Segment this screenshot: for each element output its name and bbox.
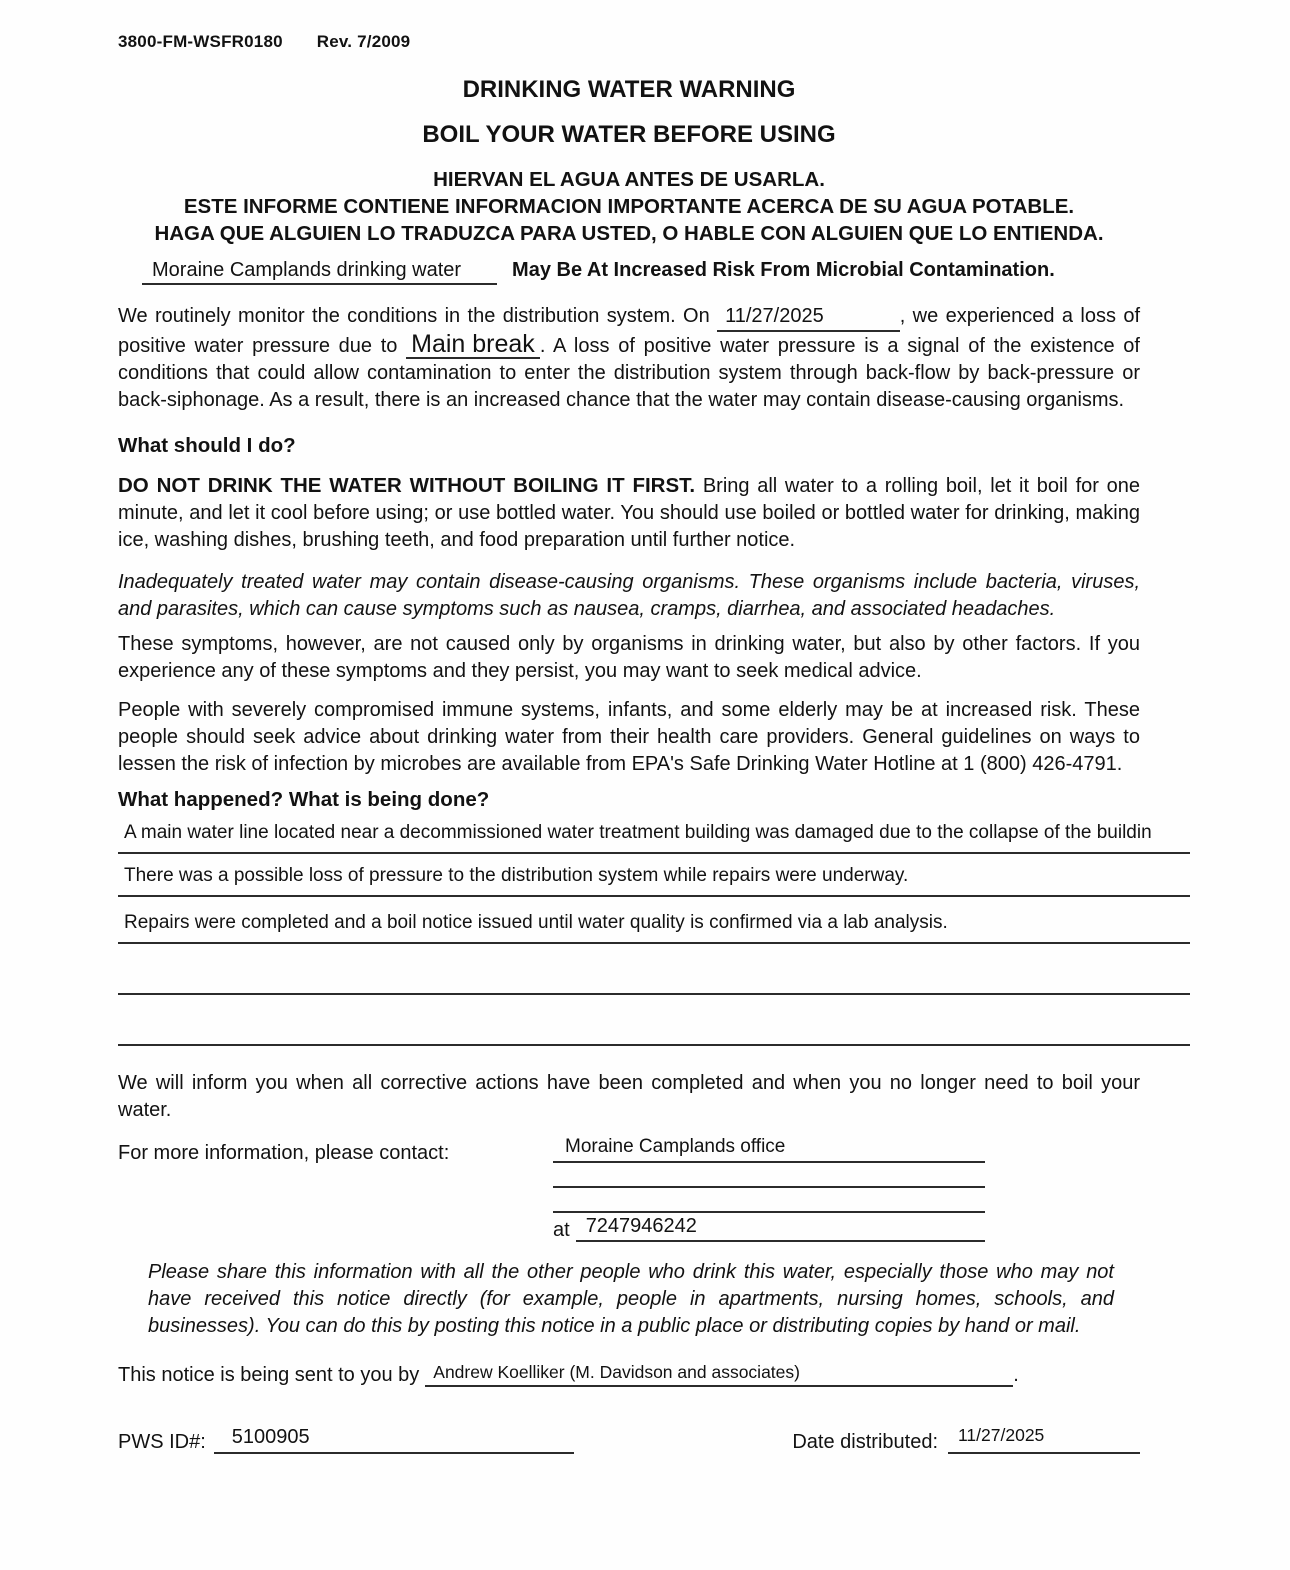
intro-text-after-cause: . A loss of positive water pressure is a signal of the existence of conditions that could allow contamination to enter the distribution system through back-flow by back-pressure or back-siphonage. As a result, there is an increased chance that the water may contain disease-causing organisms.: [118, 335, 1140, 411]
contact-block: [118, 1136, 1140, 1242]
contact-fill-column: [553, 1136, 985, 1242]
date-distributed-field: 11/27/2025: [948, 1425, 1140, 1454]
page-title: DRINKING WATER WARNING: [462, 76, 796, 103]
heading-what-should-i-do: What should I do?: [118, 434, 296, 457]
what-happened-fill-lines: [118, 821, 1190, 1046]
intro-text-before-date: We routinely monitor the conditions in the distribution system. On: [118, 305, 718, 327]
do-not-drink-paragraph: [118, 472, 1140, 554]
share-note-paragraph: Please share this information with all the other people who drink this water, especially those who may not have received this notice directly (for example, people in apartments, nursing homes, schools, and businesses). You can do this by posting this notice in a public place or distributing copies by hand or mail.: [148, 1261, 1114, 1337]
event-date-field: 11/27/2025: [717, 303, 900, 332]
sent-by-period: .: [1013, 1364, 1019, 1386]
pws-id-field: 5100905: [214, 1426, 574, 1454]
what-happened-line-4: [118, 953, 1190, 995]
symptoms-paragraph: These symptoms, however, are not caused only by organisms in drinking water, but also by other factors. If you experience any of these symptoms and they persist, you may want to seek medical advice.: [118, 633, 1140, 682]
sent-by-label: This notice is being sent to you by: [118, 1364, 420, 1386]
sent-by-field: Andrew Koelliker (M. Davidson and associates): [425, 1362, 1013, 1387]
at-label: at: [553, 1219, 570, 1241]
what-happened-line-3: Repairs were completed and a boil notice issued until water quality is confirmed via a lab analysis.: [118, 911, 1190, 944]
ids-row: [118, 1425, 1140, 1454]
intro-text-after-date: , we experienced a loss of positive water pressure due to: [118, 305, 1140, 357]
spanish-notice: [118, 166, 1140, 247]
inadequately-treated-paragraph: Inadequately treated water may contain disease-causing organisms. These organisms include bacteria, viruses, and parasites, which can cause symptoms such as nausea, cramps, diarrhea, and associated headaches.: [118, 571, 1140, 620]
form-header: [118, 32, 1140, 52]
inform-paragraph: We will inform you when all corrective actions have been completed and when you no longer need to boil your water.: [118, 1072, 1140, 1121]
date-distributed-group: [792, 1425, 1140, 1454]
spanish-line-3: HAGA QUE ALGUIEN LO TRADUZCA PARA USTED, O HABLE CON ALGUIEN QUE LO ENTIENDA.: [154, 222, 1104, 245]
date-distributed-label: Date distributed:: [792, 1431, 938, 1453]
form-number: 3800-FM-WSFR0180: [118, 32, 283, 51]
contact-name-field: Moraine Camplands office: [553, 1136, 985, 1163]
contact-blank-line-1: [553, 1163, 985, 1188]
do-not-drink-rest: Bring all water to a rolling boil, let it boil for one minute, and let it cool before using; or use bottled water. You should use boiled or bottled water for drinking, making ice, washing dishes, brushing teeth, and food preparation until further notice.: [118, 475, 1140, 551]
contact-blank-line-2: [553, 1188, 985, 1213]
page-subtitle: BOIL YOUR WATER BEFORE USING: [422, 121, 836, 148]
spanish-line-1: HIERVAN EL AGUA ANTES DE USARLA.: [433, 168, 825, 191]
spanish-line-2: ESTE INFORME CONTIENE INFORMACION IMPORTANTE ACERCA DE SU AGUA POTABLE.: [183, 195, 1075, 218]
sent-by-row: [118, 1362, 1140, 1387]
risk-line: [118, 259, 1140, 285]
risk-statement: May Be At Increased Risk From Microbial Contamination.: [512, 259, 1055, 281]
at-risk-people-paragraph: People with severely compromised immune systems, infants, and some elderly may be at increased risk. These people should seek advice about drinking water from their health care providers. General guidelines on ways to lessen the risk of infection by microbes are available from EPA's Safe Drinking Water Hotline at 1 (800) 426-4791.: [118, 699, 1140, 775]
cause-field: Main break: [406, 332, 540, 359]
intro-paragraph: [118, 303, 1140, 414]
heading-what-happened: What happened? What is being done?: [118, 788, 490, 811]
contact-label: For more information, please contact:: [118, 1142, 450, 1164]
contact-phone-row: [553, 1214, 985, 1242]
do-not-drink-bold: DO NOT DRINK THE WATER WITHOUT BOILING IT FIRST.: [118, 474, 696, 497]
form-revision: Rev. 7/2009: [316, 32, 411, 51]
water-system-name-field: Moraine Camplands drinking water: [142, 259, 497, 285]
contact-phone-field: 7247946242: [576, 1214, 985, 1242]
pws-group: [118, 1426, 574, 1454]
pws-id-label: PWS ID#:: [118, 1431, 206, 1453]
what-happened-line-5: [118, 1004, 1190, 1046]
what-happened-line-1: A main water line located near a decommissioned water treatment building was damaged due to the collapse of the buildin: [118, 821, 1190, 854]
what-happened-line-2: There was a possible loss of pressure to the distribution system while repairs were underway.: [118, 864, 1190, 897]
